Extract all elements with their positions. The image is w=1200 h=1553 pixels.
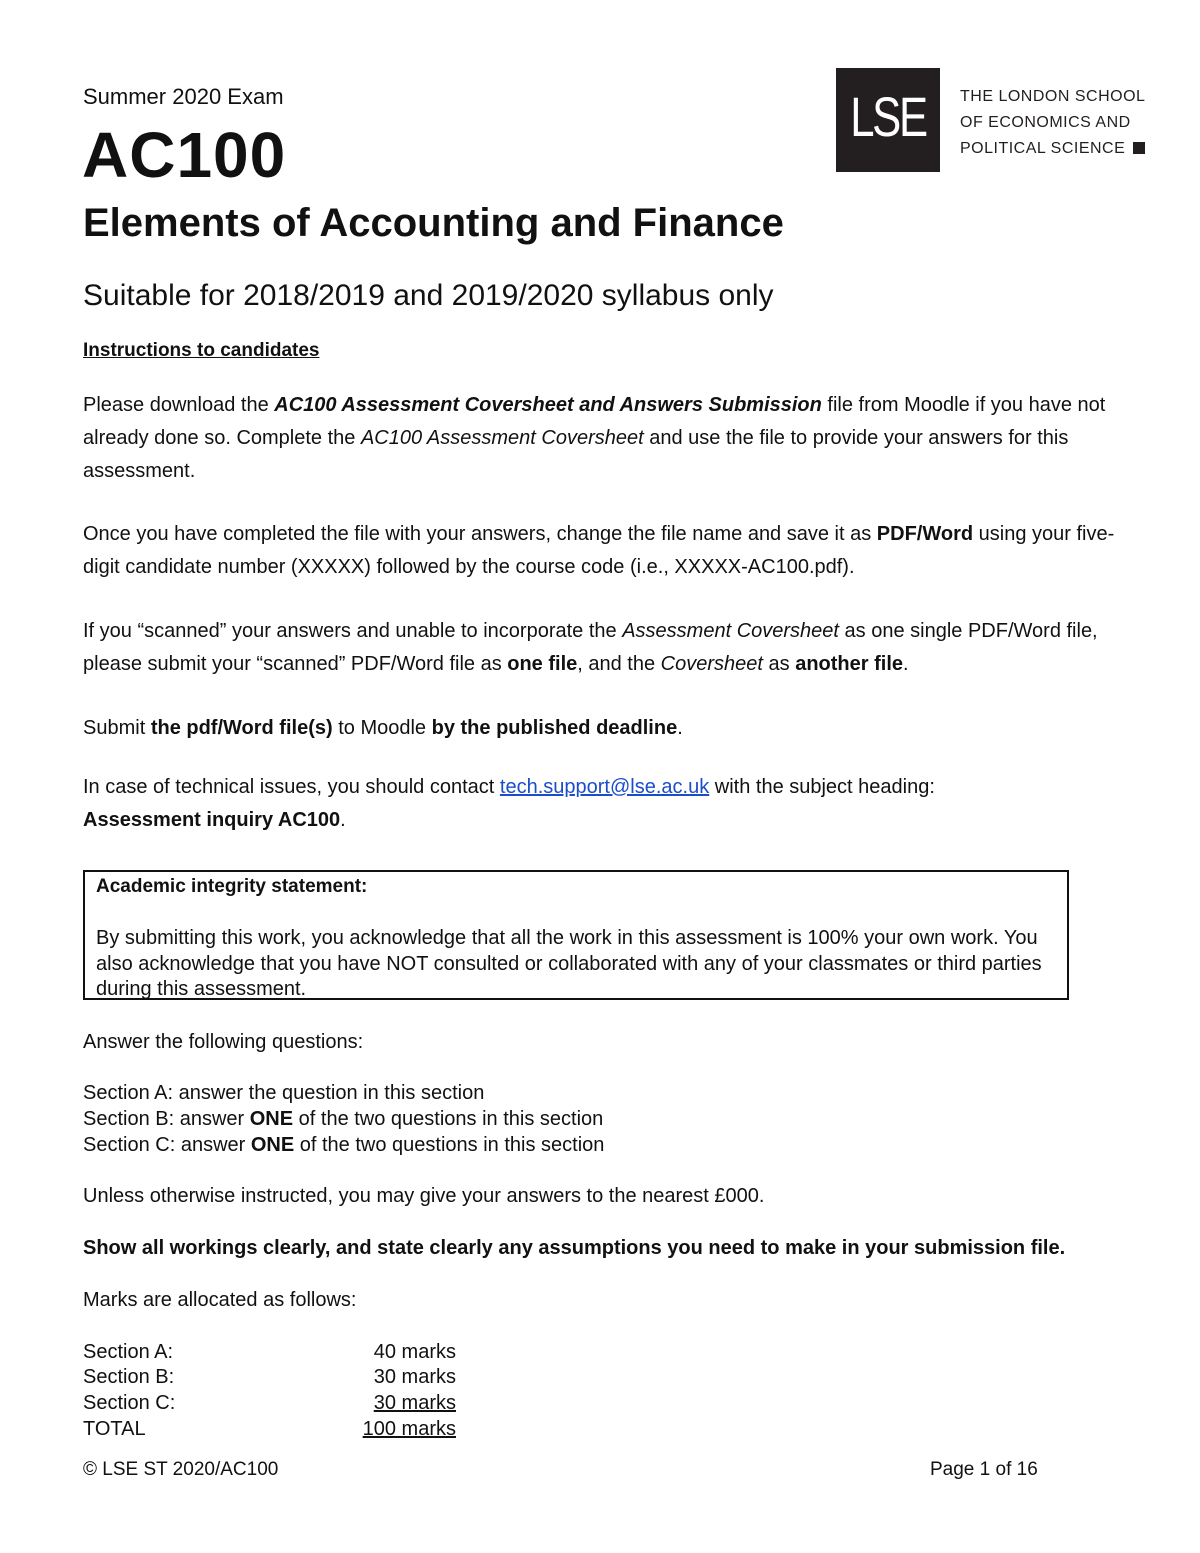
integrity-heading: Academic integrity statement: bbox=[96, 876, 368, 897]
lse-logo-mark: LSE bbox=[836, 68, 940, 172]
instruction-support: In case of technical issues, you should contact tech.support@lse.ac.uk with the subject heading: Assessment inquiry AC100. bbox=[83, 776, 935, 831]
marks-label: Section B: bbox=[83, 1366, 175, 1388]
instruction-scanned: If you “scanned” your answers and unable to incorporate the Assessment Coversheet as one single PDF/Word file, please submit your “scanned” PDF/Word file as one file, and the Coversheet as another file. bbox=[83, 620, 1098, 675]
marks-label: Section A: bbox=[83, 1341, 174, 1363]
instructions-heading: Instructions to candidates bbox=[83, 340, 320, 361]
section-a-rule: Section A: answer the question in this section bbox=[83, 1082, 485, 1104]
marks-total-value: 100 marks bbox=[362, 1418, 456, 1440]
marks-value: 30 marks bbox=[373, 1392, 456, 1414]
syllabus-note: Suitable for 2018/2019 and 2019/2020 syllabus only bbox=[83, 279, 774, 312]
section-c-rule: Section C: answer ONE of the two questions in this section bbox=[83, 1134, 605, 1156]
course-code: AC100 bbox=[82, 119, 287, 191]
footer-page-number: Page 1 of 16 bbox=[930, 1459, 1038, 1480]
instruction-filename: Once you have completed the file with your answers, change the file name and save it as PDF/Word using your five-digit candidate number (XXXXX) followed by the course code (i.e., XXXXX-AC100.pdf). bbox=[83, 523, 1115, 578]
footer-copyright: © LSE ST 2020/AC100 bbox=[83, 1459, 279, 1480]
marks-label: Section C: bbox=[83, 1392, 176, 1414]
instruction-download: Please download the AC100 Assessment Coversheet and Answers Submission file from Moodle if you have not already done so. Complete the AC100 Assessment Coversheet and use the file to provide your answers for this assessment. bbox=[83, 394, 1106, 482]
marks-value: 30 marks bbox=[373, 1366, 456, 1388]
marks-value: 40 marks bbox=[373, 1341, 456, 1363]
instruction-submit: Submit the pdf/Word file(s) to Moodle by the published deadline. bbox=[83, 717, 683, 739]
lse-logo-wordmark: THE LONDON SCHOOL OF ECONOMICS AND POLITICAL SCIENCE bbox=[960, 88, 1146, 157]
support-email-link[interactable]: tech.support@lse.ac.uk bbox=[499, 776, 710, 798]
integrity-statement: By submitting this work, you acknowledge that all the work in this assessment is 100% your own work. You also acknowledge that you have NOT consulted or collaborated with any of your classmates or third parties during this assessment. bbox=[96, 927, 1042, 1000]
answer-intro: Answer the following questions: bbox=[83, 1031, 364, 1053]
marks-total-label: TOTAL bbox=[83, 1418, 146, 1440]
rounding-note: Unless otherwise instructed, you may give your answers to the nearest £000. bbox=[83, 1185, 765, 1207]
exam-session: Summer 2020 Exam bbox=[83, 84, 284, 109]
course-title: Elements of Accounting and Finance bbox=[83, 201, 784, 245]
section-b-rule: Section B: answer ONE of the two questions in this section bbox=[83, 1108, 604, 1130]
academic-integrity-box bbox=[83, 870, 1069, 1000]
lse-logo bbox=[836, 68, 1146, 172]
marks-intro: Marks are allocated as follows: bbox=[83, 1289, 357, 1311]
workings-note: Show all workings clearly, and state clearly any assumptions you need to make in your submission file. bbox=[83, 1237, 1066, 1259]
